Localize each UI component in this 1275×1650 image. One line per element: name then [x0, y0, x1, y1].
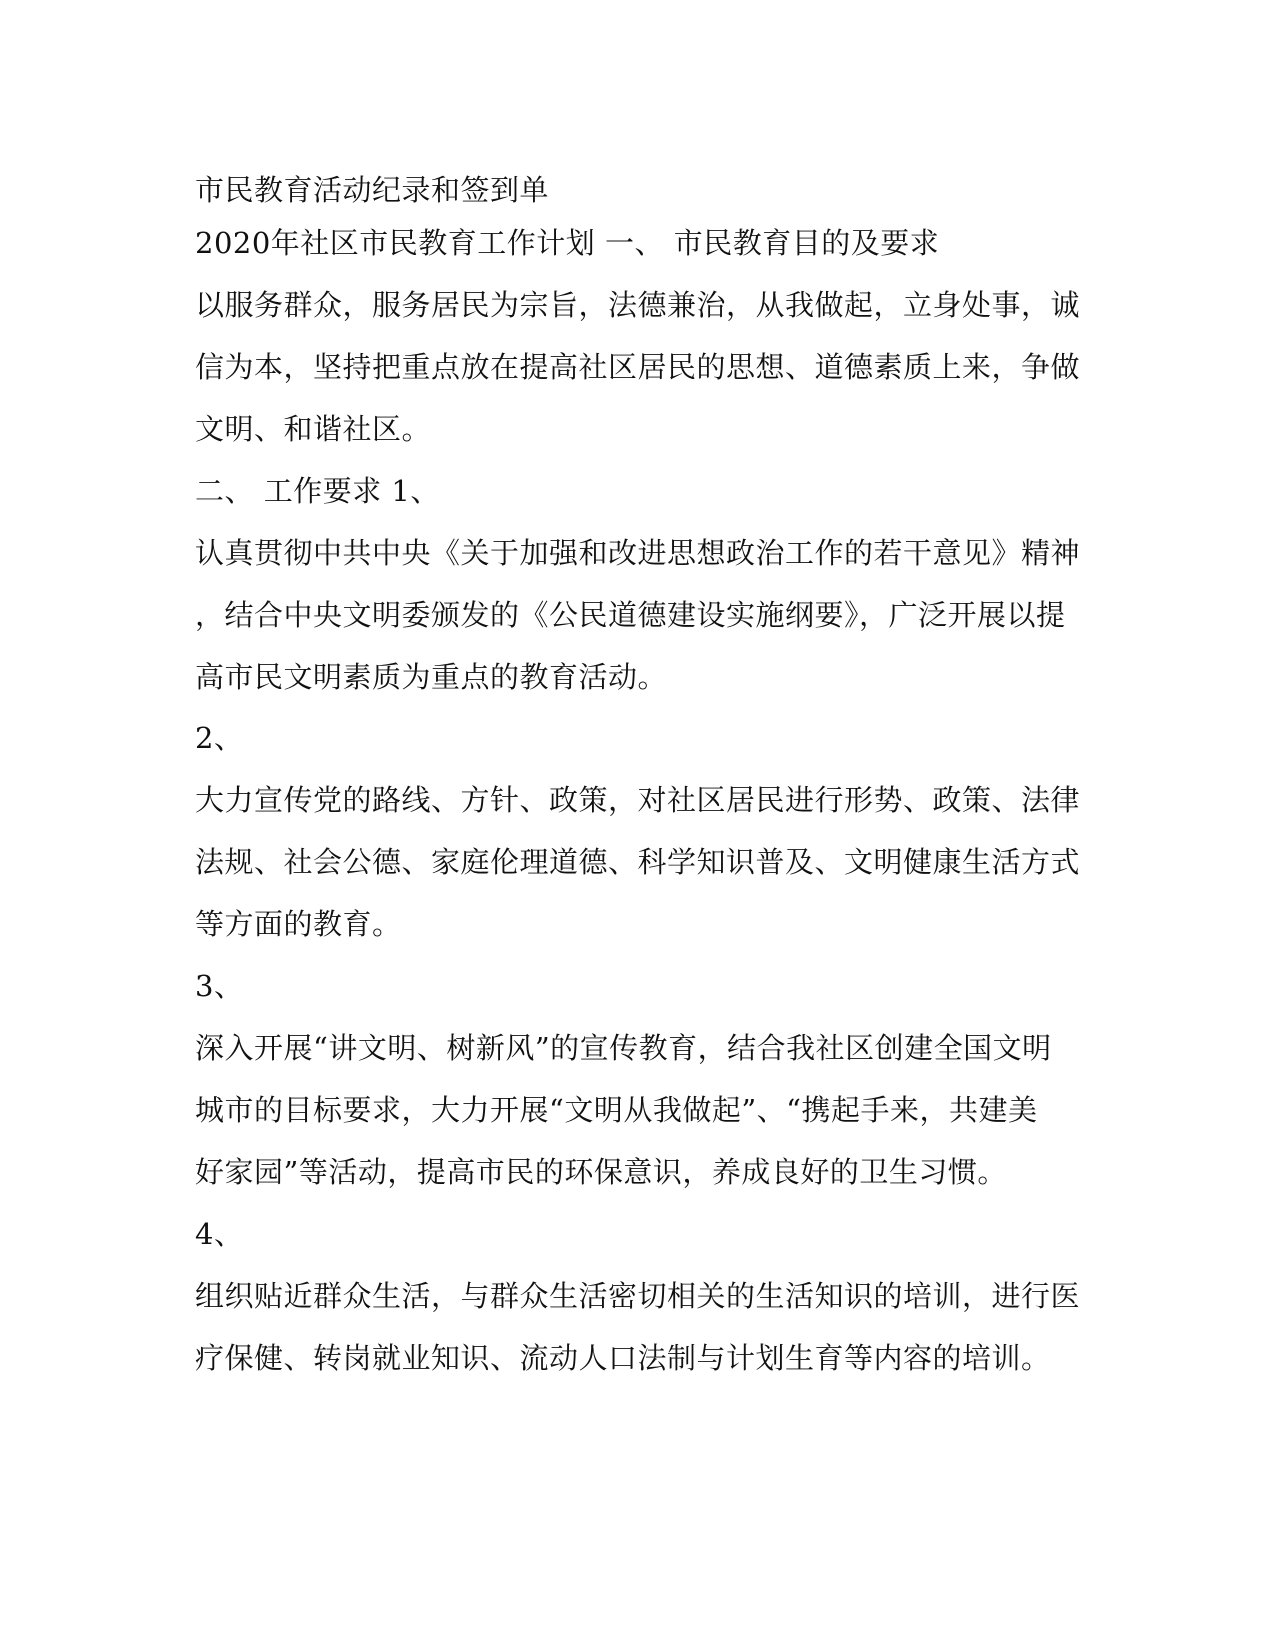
- text-line: ，结合中央文明委颁发的《公民道德建设实施纲要》，广泛开展以提: [195, 598, 1066, 632]
- text-line: 文明、和谐社区。: [195, 412, 432, 446]
- text-line: 大力宣传党的路线、方针、政策，对社区居民进行形势、政策、法律: [195, 783, 1081, 817]
- section-heading: 2020年社区市民教育工作计划 一、 市民教育目的及要求: [195, 226, 940, 260]
- text-line: 疗保健、转岗就业知识、流动人口法制与计划生育等内容的培训。: [195, 1341, 1051, 1375]
- text-line: 信为本，坚持把重点放在提高社区居民的思想、道德素质上来，争做: [195, 350, 1081, 384]
- item-number: 4、: [195, 1217, 244, 1251]
- text-line: 好家园”等活动，提高市民的环保意识，养成良好的卫生习惯。: [195, 1155, 1007, 1189]
- section-heading: 二、 工作要求 1、: [195, 474, 440, 508]
- item-number: 3、: [195, 969, 244, 1003]
- text-line: 等方面的教育。: [195, 907, 402, 941]
- text-line: 组织贴近群众生活，与群众生活密切相关的生活知识的培训，进行医: [195, 1279, 1081, 1313]
- text-line: 城市的目标要求，大力开展“文明从我做起”、“携起手来，共建美: [195, 1093, 1038, 1127]
- text-line: 法规、社会公德、家庭伦理道德、科学知识普及、文明健康生活方式: [195, 845, 1081, 879]
- item-number: 2、: [195, 721, 244, 755]
- text-line: 以服务群众，服务居民为宗旨，法德兼治，从我做起，立身处事，诚: [195, 288, 1081, 322]
- text-line: 深入开展“讲文明、树新风”的宣传教育，结合我社区创建全国文明: [195, 1031, 1052, 1065]
- document-title: 市民教育活动纪录和签到单: [195, 173, 550, 207]
- text-line: 认真贯彻中共中央《关于加强和改进思想政治工作的若干意见》精神: [195, 536, 1081, 570]
- text-line: 高市民文明素质为重点的教育活动。: [195, 660, 668, 694]
